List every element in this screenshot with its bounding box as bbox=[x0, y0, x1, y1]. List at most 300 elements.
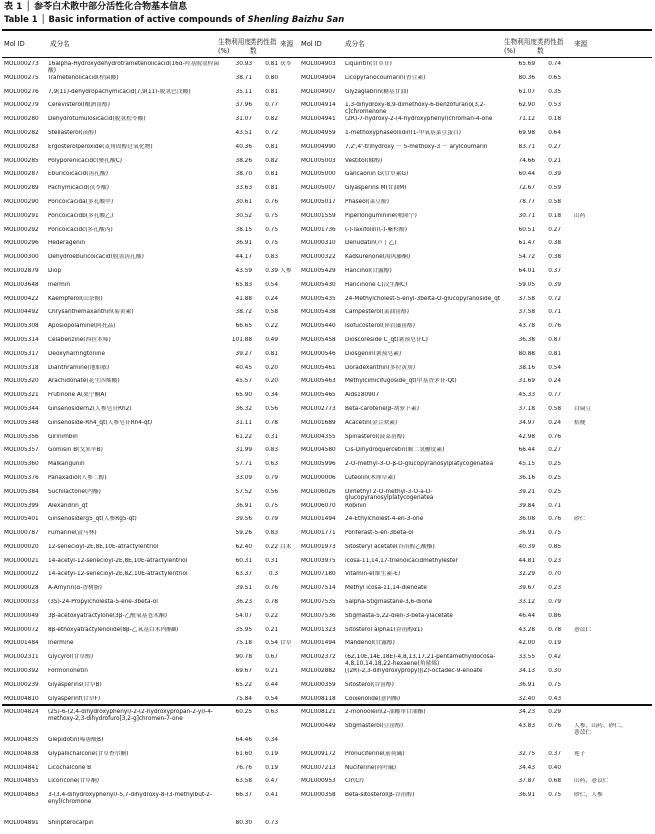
mol-id-cell: MOL007535 bbox=[301, 599, 336, 606]
compound-name-cell: Methylcimicifugoside_qt(甲基香茅苷-Qt) bbox=[345, 378, 457, 385]
dl-cell: 0.43 bbox=[548, 695, 561, 702]
dl-cell: 0.81 bbox=[265, 88, 278, 95]
mol-id-cell: MOL000546 bbox=[301, 350, 336, 357]
mol-id-cell: MOL004863 bbox=[4, 792, 39, 799]
dl-cell: 0.41 bbox=[265, 792, 278, 799]
dl-cell: 0.58 bbox=[548, 198, 561, 205]
compound-name-cell: Clr(Cr) bbox=[345, 778, 364, 785]
compound-name-cell: 3β-acetoxyatractylone(3β-乙酰氧基苍术酮) bbox=[48, 612, 167, 619]
compound-name-cell: Dianthramine(地耶敏) bbox=[48, 364, 110, 371]
ob-cell: 62.40 bbox=[235, 543, 252, 550]
table-row bbox=[4, 378, 300, 392]
compound-name-cell: (2R)-7-hydroxy-2-(4-hydroxyphenyl)chroman-4-one bbox=[345, 116, 493, 123]
mol-id-cell: MOL005317 bbox=[4, 350, 39, 357]
ob-cell: 80.88 bbox=[518, 350, 535, 357]
mol-id-cell: MOL005401 bbox=[4, 516, 39, 523]
source-cell: 砂仁、人参 bbox=[574, 792, 603, 799]
mol-id-cell: MOL005321 bbox=[4, 392, 39, 399]
dl-cell: 0.76 bbox=[548, 516, 561, 523]
table-row bbox=[4, 530, 300, 544]
table-row bbox=[4, 351, 300, 365]
dl-cell: 0.31 bbox=[265, 433, 278, 440]
ob-cell: 40.45 bbox=[235, 364, 252, 371]
compound-name-cell: Glypallichalcone(甘草查尔酮) bbox=[48, 750, 129, 757]
dl-cell: 0.19 bbox=[265, 764, 278, 771]
compound-name-cell: 16alpha-Hydroxydehydrotrametenolicacid(16α-羟基脱氢栓菌酸) bbox=[48, 61, 220, 74]
mol-id-cell: MOL000279 bbox=[4, 102, 39, 109]
ob-cell: 36.91 bbox=[235, 240, 252, 247]
compound-name-cell: Alexandrin_qt bbox=[48, 502, 88, 509]
mol-id-cell: MOL004914 bbox=[301, 102, 336, 109]
compound-name-cell: Licoricone(甘草酮) bbox=[48, 778, 100, 785]
dl-cell: 0.87 bbox=[548, 336, 561, 343]
dl-cell: 0.79 bbox=[265, 474, 278, 481]
source-cell: 桔梗 bbox=[574, 419, 586, 426]
compound-name-cell: Coixenolide(薏内酯) bbox=[345, 695, 401, 702]
mol-id-cell: MOL007514 bbox=[301, 585, 336, 592]
dl-cell: 0.20 bbox=[265, 364, 278, 371]
compound-name-cell: Methyl icosa-11,14-dienoate bbox=[345, 585, 427, 592]
compound-name-cell: Poricoicacidc(多孔酸丙) bbox=[48, 226, 113, 233]
dl-cell: 0.73 bbox=[265, 819, 278, 826]
table-row bbox=[4, 337, 300, 351]
dl-cell: 0.72 bbox=[265, 129, 278, 136]
mol-id-cell: MOL000787 bbox=[4, 530, 39, 537]
table-row bbox=[301, 627, 651, 641]
mol-id-cell: MOL005360 bbox=[4, 461, 39, 468]
dl-cell: 0.18 bbox=[548, 116, 561, 123]
table-row bbox=[301, 102, 651, 116]
compound-name-cell: Eburicoicacid(齿孔酸) bbox=[48, 171, 108, 178]
mol-id-cell: MOL000276 bbox=[4, 88, 39, 95]
ob-cell: 69.67 bbox=[235, 668, 252, 675]
source-cell: 砂仁 bbox=[574, 516, 586, 523]
dl-cell: 0.39 bbox=[265, 267, 278, 274]
dl-cell: 0.68 bbox=[548, 778, 561, 785]
dl-cell: 0.18 bbox=[548, 212, 561, 219]
ob-cell: 36.32 bbox=[235, 405, 252, 412]
compound-name-cell: Licochalcone B bbox=[48, 764, 92, 771]
mol-id-cell: MOL007180 bbox=[301, 571, 336, 578]
table-row bbox=[301, 530, 651, 544]
ob-cell: 43.51 bbox=[235, 129, 252, 136]
mol-id-cell: MOL000275 bbox=[4, 74, 39, 81]
compound-name-cell: Hancinone C(汉生酮C) bbox=[345, 281, 408, 288]
table-row bbox=[301, 89, 651, 103]
mol-id-cell: MOL005440 bbox=[301, 323, 336, 330]
compound-name-cell: Panaxadiol(人参二醇) bbox=[48, 474, 107, 481]
dl-cell: 0.67 bbox=[265, 654, 278, 661]
compound-name-cell: Hancinol(甘露醇) bbox=[345, 267, 392, 274]
dl-cell: 0.27 bbox=[548, 447, 561, 454]
mol-id-cell: MOL005003 bbox=[301, 157, 336, 164]
ob-cell: 42.98 bbox=[518, 433, 535, 440]
ob-cell: 60.25 bbox=[235, 709, 252, 716]
ob-cell: 32.29 bbox=[518, 571, 535, 578]
ob-cell: 46.44 bbox=[518, 612, 535, 619]
dl-cell: 0.37 bbox=[548, 267, 561, 274]
table-row bbox=[4, 171, 300, 185]
table-row bbox=[4, 709, 300, 737]
ob-cell: 35.95 bbox=[235, 626, 252, 633]
compound-name-cell: Acacetin(金合欢素) bbox=[345, 419, 398, 426]
dl-cell: 0.31 bbox=[265, 557, 278, 564]
compound-name-cell: 14-acetyl-12-senecioyl-2E,8E,10E-atractylentriol bbox=[48, 557, 188, 564]
compound-name-cell: Inermine bbox=[48, 640, 74, 647]
header-ob-left: 生物利用度(%) bbox=[218, 38, 251, 55]
mol-id-cell: MOL004835 bbox=[4, 737, 39, 744]
compound-name-cell: Beta-carotene(β-胡萝卜素) bbox=[345, 405, 419, 412]
mol-id-cell: MOL005429 bbox=[301, 267, 336, 274]
source-cell: 甘草 bbox=[280, 640, 292, 647]
dl-cell: 0.37 bbox=[548, 750, 561, 757]
dl-cell: 0.75 bbox=[548, 681, 561, 688]
table-row bbox=[301, 420, 651, 434]
header-ob-right: 生物利用度(%) bbox=[504, 38, 537, 55]
table-row bbox=[301, 282, 651, 296]
dl-cell: 0.80 bbox=[265, 74, 278, 81]
dl-cell: 0.76 bbox=[265, 198, 278, 205]
compound-name-cell: Liquiritin(甘草苷) bbox=[345, 61, 392, 67]
ob-cell: 65.69 bbox=[518, 61, 535, 67]
dl-cell: 0.20 bbox=[265, 378, 278, 385]
table-row bbox=[4, 778, 300, 792]
mol-id-cell: MOL008118 bbox=[301, 695, 336, 702]
mol-id-cell: MOL005007 bbox=[301, 185, 336, 192]
table-row bbox=[301, 765, 651, 779]
table-row bbox=[4, 227, 300, 241]
dl-cell: 0.81 bbox=[265, 185, 278, 192]
mol-id-cell: MOL005996 bbox=[301, 461, 336, 468]
dl-cell: 0.83 bbox=[265, 254, 278, 261]
ob-cell: 43.59 bbox=[235, 267, 252, 274]
mol-id-cell: MOL004855 bbox=[4, 778, 39, 785]
mol-id-cell: MOL001973 bbox=[301, 543, 336, 550]
compound-name-cell: Dehydroeburicoicacid(脱氢齿孔酸) bbox=[48, 254, 144, 261]
ob-cell: 31.99 bbox=[235, 447, 252, 454]
table-row bbox=[4, 503, 300, 517]
mol-id-cell: MOL002882 bbox=[301, 668, 336, 675]
table-row bbox=[4, 89, 300, 103]
table-row bbox=[301, 503, 651, 517]
table-row bbox=[4, 751, 300, 765]
table-row bbox=[301, 544, 651, 558]
dl-cell: 0.77 bbox=[548, 392, 561, 399]
dl-cell: 0.63 bbox=[265, 709, 278, 716]
table-row bbox=[301, 227, 651, 241]
ob-cell: 36.91 bbox=[518, 792, 535, 799]
dl-cell: 0.34 bbox=[265, 392, 278, 399]
table-row bbox=[4, 130, 300, 144]
ob-cell: 60.51 bbox=[518, 226, 535, 233]
table-row bbox=[301, 682, 651, 696]
mol-id-cell: MOL000296 bbox=[4, 240, 39, 247]
header-mol-id-left: Mol ID bbox=[4, 40, 25, 48]
compound-name-cell: Licopyranocoumarin(香豆素) bbox=[345, 74, 426, 81]
mol-id-cell: MOL002879 bbox=[4, 267, 39, 274]
compound-name-cell: Nuciferine(荷叶碱) bbox=[345, 764, 397, 771]
ob-cell: 34.97 bbox=[518, 419, 535, 426]
dl-cell: 0.39 bbox=[548, 171, 561, 178]
ob-cell: 36.91 bbox=[235, 502, 252, 509]
dl-cell: 0.54 bbox=[265, 640, 278, 647]
compound-name-cell: Doradexanthin(多拉黄质) bbox=[345, 364, 416, 371]
table-row bbox=[301, 571, 651, 585]
compound-name-cell: Dehydrotumulosicacid(脱氢松苓酸) bbox=[48, 116, 146, 123]
table-row bbox=[301, 365, 651, 379]
table-row bbox=[301, 723, 651, 751]
dl-cell: 0.19 bbox=[265, 750, 278, 757]
ob-cell: 33.63 bbox=[235, 185, 252, 192]
compound-name-cell: Malkangunin bbox=[48, 461, 85, 468]
table-row bbox=[4, 420, 300, 434]
header-name-right: 成分名 bbox=[345, 40, 365, 48]
table-row bbox=[301, 213, 651, 227]
table-row bbox=[301, 792, 651, 806]
source-cell: 莲子 bbox=[574, 750, 586, 757]
mol-id-cell: MOL000290 bbox=[4, 198, 39, 205]
mol-id-cell: MOL005465 bbox=[301, 392, 336, 399]
ob-cell: 71.12 bbox=[518, 116, 535, 123]
dl-cell: 0.81 bbox=[265, 143, 278, 150]
table-row bbox=[4, 185, 300, 199]
mol-id-cell: MOL000049 bbox=[4, 612, 39, 619]
compound-name-cell: (-)-Taxifolin((-)-紫杉酚) bbox=[345, 226, 407, 233]
dl-cell: 0.64 bbox=[548, 129, 561, 136]
mol-id-cell: MOL000300 bbox=[4, 254, 39, 261]
ob-cell: 101.88 bbox=[231, 336, 252, 343]
mol-id-cell: MOL001323 bbox=[301, 626, 336, 633]
dl-cell: 0.76 bbox=[548, 433, 561, 440]
ob-cell: 32.75 bbox=[518, 750, 535, 757]
mol-id-cell: MOL005463 bbox=[301, 378, 336, 385]
dl-cell: 0.40 bbox=[548, 764, 561, 771]
ob-cell: 61.22 bbox=[235, 433, 252, 440]
table-row bbox=[301, 599, 651, 613]
ob-cell: 42.00 bbox=[518, 640, 535, 647]
table-row bbox=[301, 158, 651, 172]
ob-cell: 72.67 bbox=[518, 185, 535, 192]
dl-cell: 0.75 bbox=[265, 502, 278, 509]
mol-id-cell: MOL001494 bbox=[301, 516, 336, 523]
ob-cell: 38.26 bbox=[235, 157, 252, 164]
ob-cell: 66.37 bbox=[235, 792, 252, 799]
compound-name-cell: Polyporenicacidc(聚孔酸C) bbox=[48, 157, 122, 164]
ob-cell: 45.33 bbox=[518, 392, 535, 399]
ob-cell: 65.83 bbox=[235, 281, 252, 288]
ob-cell: 66.65 bbox=[235, 323, 252, 330]
dl-cell: 0.79 bbox=[548, 599, 561, 606]
compound-name-cell: 2-O-methyl-3-O-β-D-glucopyranosylplatycogenatea bbox=[345, 461, 494, 468]
ob-cell: 36.16 bbox=[518, 474, 535, 481]
ob-cell: 30.93 bbox=[235, 61, 252, 67]
table-row bbox=[4, 668, 300, 682]
table-row bbox=[301, 185, 651, 199]
dl-cell: 0.53 bbox=[548, 102, 561, 109]
dl-cell: 0.82 bbox=[265, 116, 278, 123]
dl-cell: 0.70 bbox=[548, 571, 561, 578]
ob-cell: 34.43 bbox=[518, 764, 535, 771]
dl-cell: 0.23 bbox=[548, 585, 561, 592]
mol-id-cell: MOL005458 bbox=[301, 336, 336, 343]
dl-cell: 0.81 bbox=[265, 171, 278, 178]
mol-id-cell: MOL005318 bbox=[4, 364, 39, 371]
compound-name-cell: Aids180907 bbox=[345, 392, 380, 399]
dl-cell: 0.71 bbox=[548, 309, 561, 316]
ob-cell: 38.15 bbox=[235, 226, 252, 233]
dl-cell: 0.39 bbox=[548, 281, 561, 288]
ob-cell: 60.31 bbox=[235, 557, 252, 564]
compound-name-cell: Diosgenin(薯蓣皂素) bbox=[345, 350, 402, 357]
table-row bbox=[4, 447, 300, 461]
dl-cell: 0.47 bbox=[265, 778, 278, 785]
mol-id-cell: MOL004824 bbox=[4, 709, 39, 716]
compound-name-cell: Suchilactone(内酯) bbox=[48, 488, 101, 495]
table-row bbox=[301, 75, 651, 89]
table-row bbox=[301, 654, 651, 668]
table-row bbox=[301, 640, 651, 654]
table-row bbox=[301, 406, 651, 420]
table-row bbox=[301, 751, 651, 765]
compound-name-cell: Piperlonguminine(哌隆宁) bbox=[345, 212, 417, 219]
mol-id-cell: MOL000291 bbox=[4, 212, 39, 219]
compound-name-cell: Vitamin-e(维生素-E) bbox=[345, 571, 401, 578]
ob-cell: 39.56 bbox=[235, 516, 252, 523]
compound-name-cell: Poriferast-5-en-3beta-ol bbox=[345, 530, 414, 537]
table-row bbox=[301, 254, 651, 268]
dl-cell: 0.24 bbox=[548, 419, 561, 426]
compound-name-cell: 2-monoolein(2-油酸单甘油酯) bbox=[345, 709, 426, 716]
table-row bbox=[301, 323, 651, 337]
dl-cell: 0.77 bbox=[265, 102, 278, 109]
table-row bbox=[301, 668, 651, 682]
dl-cell: 0.81 bbox=[265, 350, 278, 357]
ob-cell: 37.58 bbox=[518, 309, 535, 316]
mol-id-cell: MOL007213 bbox=[301, 764, 336, 771]
table-row bbox=[4, 144, 300, 158]
mol-id-cell: MOL000287 bbox=[4, 171, 39, 178]
compound-name-cell: Glyasperinf(甘草F) bbox=[48, 695, 101, 702]
dl-cell: 0.59 bbox=[548, 185, 561, 192]
dl-cell: 0.23 bbox=[548, 557, 561, 564]
ob-cell: 36.91 bbox=[518, 681, 535, 688]
mol-id-cell: MOL005000 bbox=[301, 171, 336, 178]
table-row bbox=[301, 392, 651, 406]
ob-cell: 80.30 bbox=[235, 819, 252, 826]
ob-cell: 83.71 bbox=[518, 143, 535, 150]
mol-id-cell: MOL000282 bbox=[4, 129, 39, 136]
compound-name-cell: [(2R)-2,3-dihydroxypropyl](Z)-octadec-9-enoate bbox=[345, 668, 483, 675]
source-cell: 山药 bbox=[574, 212, 586, 219]
compound-name-cell: Glycyrol(甘草醇) bbox=[48, 654, 94, 661]
table-row bbox=[4, 268, 300, 282]
mol-id-cell: MOL004959 bbox=[301, 129, 336, 136]
mol-id-cell: MOL004580 bbox=[301, 447, 336, 454]
table-row bbox=[301, 351, 651, 365]
ob-cell: 31.07 bbox=[235, 116, 252, 123]
dl-cell: 0.30 bbox=[548, 668, 561, 675]
dl-cell: 0.24 bbox=[548, 378, 561, 385]
mol-id-cell: MOL000358 bbox=[301, 792, 336, 799]
dl-cell: 0.56 bbox=[265, 488, 278, 495]
mol-id-cell: MOL005357 bbox=[4, 447, 39, 454]
table-row bbox=[4, 116, 300, 130]
ob-cell: 33.55 bbox=[518, 654, 535, 661]
table-row bbox=[4, 240, 300, 254]
mol-id-cell: MOL004838 bbox=[4, 750, 39, 757]
compound-name-cell: 14-acetyl-12-senecioyl-2E,8Z,10E-atractylentriol bbox=[48, 571, 188, 578]
dl-cell: 0.81 bbox=[548, 350, 561, 357]
table-row bbox=[4, 792, 300, 820]
ob-cell: 80.36 bbox=[518, 74, 535, 81]
mol-id-cell: MOL004903 bbox=[301, 61, 336, 67]
table-row bbox=[301, 337, 651, 351]
compound-name-cell: 1,3-dihydroxy-8,9-dimethoxy-6-benzofurano[3,2-c]chromenone bbox=[345, 102, 486, 115]
dl-cell: 0.27 bbox=[548, 143, 561, 150]
mol-id-cell: MOL005399 bbox=[4, 502, 39, 509]
compound-name-cell: (2S)-6-(2,4-dihydroxyphenyl)-2-(2-hydroxypropan-2-yl)-4-methoxy-2,3-dihydrofuro[3,2-g]chromen-7-one bbox=[48, 709, 213, 723]
table-row bbox=[4, 61, 300, 75]
compound-name-cell: 24-Ethylcholest-4-en-3-one bbox=[345, 516, 424, 523]
mol-id-cell: MOL000021 bbox=[4, 557, 39, 564]
mol-id-cell: MOL000285 bbox=[4, 157, 39, 164]
dl-cell: 0.76 bbox=[548, 723, 561, 730]
source-cell: 茯苓 bbox=[280, 61, 292, 67]
compound-name-cell: Girinimbin bbox=[48, 433, 78, 440]
compound-name-cell: Stigmasta-5,22-dien-3-beta-ylacetate bbox=[345, 612, 453, 619]
compound-name-cell: Kaempferol(山奈酚) bbox=[48, 295, 103, 302]
table-row bbox=[301, 296, 651, 310]
caption-en bbox=[4, 14, 344, 25]
mol-id-cell: MOL000283 bbox=[4, 143, 39, 150]
caption-cn: 表 1 │ 参苓白术散中部分活性化合物基本信息 bbox=[4, 2, 188, 12]
table-row bbox=[4, 406, 300, 420]
ob-cell: 33.12 bbox=[518, 599, 535, 606]
ob-cell: 39.21 bbox=[518, 488, 535, 495]
mol-id-cell: MOL000359 bbox=[301, 681, 336, 688]
ob-cell: 63.58 bbox=[235, 778, 252, 785]
header-source-left: 来源 bbox=[280, 40, 294, 48]
compound-name-cell: Formononetin bbox=[48, 668, 88, 675]
source-cell: 白术 bbox=[280, 543, 292, 550]
header-dl-right: 类药性指数 bbox=[537, 38, 564, 55]
dl-cell: 0.22 bbox=[265, 612, 278, 619]
dl-cell: 0.21 bbox=[548, 157, 561, 164]
compound-name-cell: Celabenzine(西拉本嗪) bbox=[48, 336, 111, 343]
dl-cell: 0.71 bbox=[548, 502, 561, 509]
dl-cell: 0.75 bbox=[548, 792, 561, 799]
mol-id-cell: MOL005314 bbox=[4, 336, 39, 343]
mol-id-cell: MOL004990 bbox=[301, 143, 336, 150]
header-source-right: 来源 bbox=[574, 40, 588, 48]
ob-cell: 75.84 bbox=[235, 695, 252, 702]
mol-id-cell: MOL005320 bbox=[4, 378, 39, 385]
ob-cell: 90.78 bbox=[235, 654, 252, 661]
table-row bbox=[4, 323, 300, 337]
source-cell: 人参、山药、砂仁、薏苡仁 bbox=[574, 723, 626, 736]
compound-name-cell: Ginsenosiderh2(人参皂苷Rh2) bbox=[48, 405, 132, 412]
compound-name-cell: Pronuciferine(前荷碱) bbox=[345, 750, 405, 757]
ob-cell: 40.36 bbox=[235, 143, 252, 150]
ob-cell: 37.87 bbox=[518, 778, 535, 785]
compound-name-cell: Inermin bbox=[48, 281, 70, 288]
compound-name-cell: 24-Methylcholest-5-enyl-3belta-O-glucopyranoside_qt bbox=[345, 295, 501, 302]
ob-cell: 37.18 bbox=[518, 405, 535, 412]
dl-cell: 0.21 bbox=[265, 626, 278, 633]
mol-id-cell: MOL002372 bbox=[301, 654, 336, 661]
compound-name-cell: Sitosterol alpha1(谷甾醇α1) bbox=[345, 626, 423, 633]
dl-cell: 0.3 bbox=[268, 571, 278, 578]
